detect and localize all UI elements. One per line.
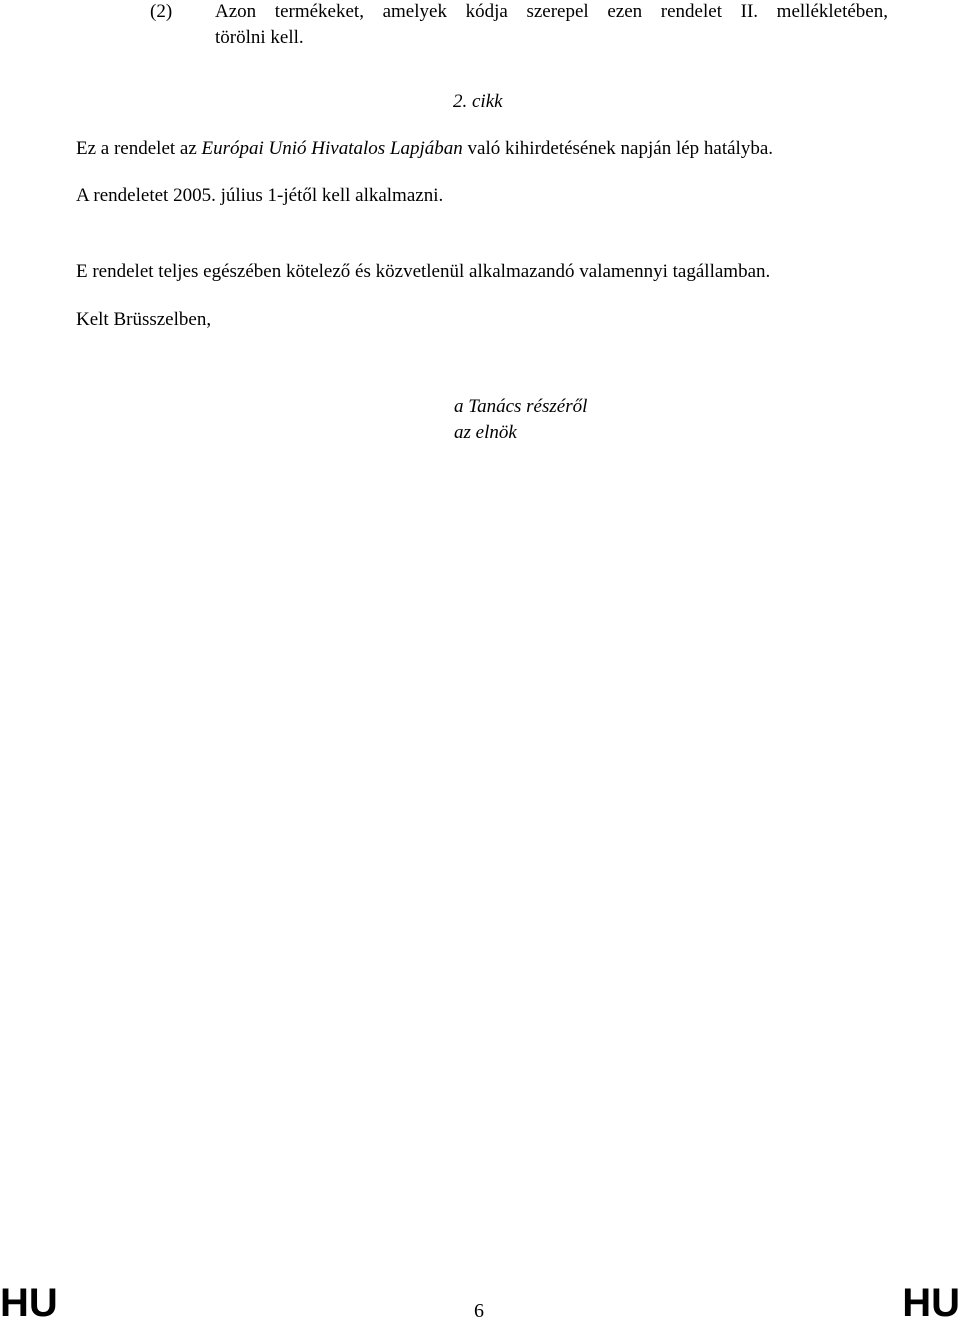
official-journal-name: Európai Unió Hivatalos Lapjában (201, 138, 463, 159)
entry-suffix: való kihirdetésének napján lép hatályba. (462, 138, 774, 159)
page-number: 6 (474, 1300, 484, 1322)
paragraph-number: (2) (150, 1, 173, 22)
paragraph-text-line-1: Azon termékeket, amelyek kódja szerepel ezen rendelet II. mellékletében, (215, 1, 888, 22)
done-at-place: Kelt Brüsszelben, (76, 309, 212, 330)
language-code-left: HU (0, 1281, 58, 1325)
language-code-right: HU (902, 1281, 960, 1325)
entry-prefix: Ez a rendelet az (76, 138, 202, 159)
application-date-text: A rendeletet 2005. július 1-jétől kell alkalmazni. (76, 185, 444, 206)
signature-council: a Tanács részéről (454, 396, 588, 417)
article-title: 2. cikk (453, 91, 503, 112)
binding-clause: E rendelet teljes egészében kötelező és közvetlenül alkalmazandó valamennyi tagállamban. (76, 261, 771, 282)
paragraph-text-line-2: törölni kell. (215, 27, 304, 48)
entry-into-force-text (76, 137, 773, 161)
signature-role: az elnök (454, 422, 517, 443)
